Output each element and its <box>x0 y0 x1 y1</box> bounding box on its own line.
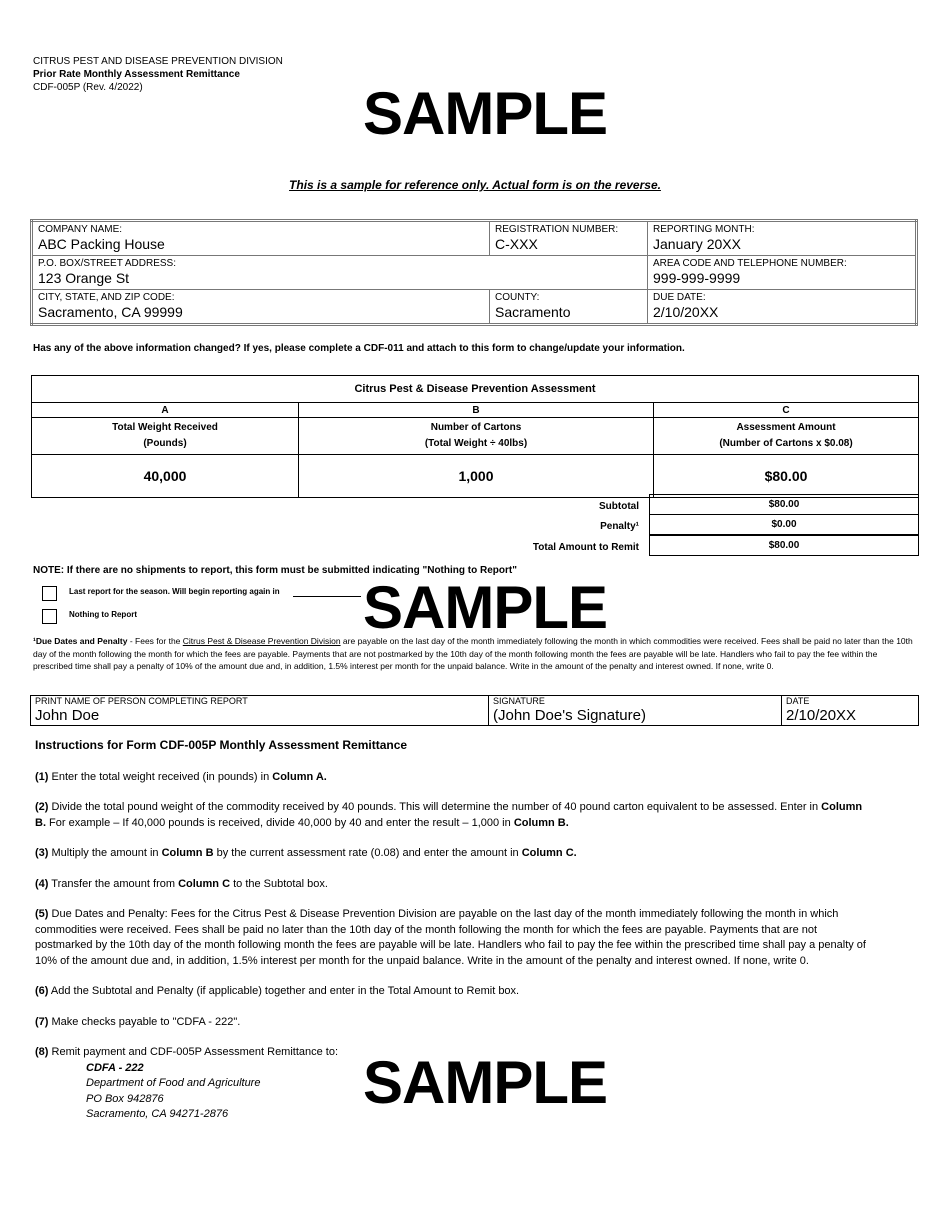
form-header <box>33 55 283 94</box>
instruction-step-8: (8) Remit payment and CDF-005P Assessment Remittance to: <box>35 1046 339 1058</box>
signature-table <box>30 695 919 726</box>
signature-field[interactable]: SIGNATURE (John Doe's Signature) <box>489 696 782 726</box>
instruction-step-4: (4) Transfer the amount from Column C to the Subtotal box. <box>35 877 328 890</box>
address-field[interactable]: P.O. BOX/STREET ADDRESS: 123 Orange St <box>32 256 648 290</box>
nothing-to-report-checkbox[interactable] <box>42 609 57 624</box>
instruction-step-2: (2) Divide the total pound weight of the commodity received by 40 pounds. This will determine the number of 40 pound carton equivalent to be assessed. Enter in Column B. For example – If 40,000 pounds is received, divide 40,000 by 40 and enter the result – 1,000 in Column B. <box>35 801 863 829</box>
penalty-box[interactable]: $0.00 <box>649 514 919 535</box>
instructions-title: Instructions for Form CDF-005P Monthly Assessment Remittance <box>35 738 408 752</box>
remit-address: CDFA - 222 Department of Food and Agriculture PO Box 942876 Sacramento, CA 94271-2876 <box>86 1061 261 1120</box>
column-b-value[interactable]: 1,000 <box>299 455 654 498</box>
last-report-label: Last report for the season. Will begin reporting again in <box>69 587 280 596</box>
column-a-header: Total Weight Received (Pounds) <box>32 418 299 455</box>
phone-field[interactable]: AREA CODE AND TELEPHONE NUMBER: 999-999-9999 <box>648 256 917 290</box>
instruction-step-7: (7) Make checks payable to "CDFA - 222". <box>35 1015 241 1028</box>
column-c-value[interactable]: $80.00 <box>654 455 919 498</box>
change-note: Has any of the above information changed? If yes, please complete a CDF-011 and attach to this form to change/update your information. <box>33 343 685 354</box>
column-a-letter: A <box>32 403 299 418</box>
column-c-header: Assessment Amount (Number of Cartons x $0.08) <box>654 418 919 455</box>
print-name-field[interactable]: PRINT NAME OF PERSON COMPLETING REPORT John Doe <box>31 696 489 726</box>
division-name: CITRUS PEST AND DISEASE PREVENTION DIVISION <box>33 56 283 67</box>
city-field[interactable]: CITY, STATE, AND ZIP CODE: Sacramento, CA 99999 <box>32 290 490 325</box>
instruction-step-3: (3) Multiply the amount in Column B by the current assessment rate (0.08) and enter the amount in Column C. <box>35 847 577 859</box>
subtotal-label: Subtotal <box>599 501 639 512</box>
assessment-table <box>31 375 919 498</box>
reference-note: This is a sample for reference only. Actual form is on the reverse. <box>289 178 661 192</box>
form-title: Prior Rate Monthly Assessment Remittance <box>33 69 240 80</box>
penalty-footnote: ¹Due Dates and Penalty - Fees for the Citrus Pest & Disease Prevention Division are payable on the last day of the month immediately following the month in which commodities were received. Fees shall be paid no later than the 10th day of the month following the month for which the fees are payable. Payments that are not postmarked by the 10th day of the month following month the fees are payable will be late. Handlers who fail to pay the fee within the prescribed time shall pay a penalty of 10% of the amount due and, in addition, 1.5% interest per month for the unpaid balance. Write in the amount of the penalty and interest owned. If none, write 0. <box>33 636 913 671</box>
nothing-to-report-note: NOTE: If there are no shipments to report, this form must be submitted indicating "Nothing to Report" <box>33 565 517 576</box>
subtotal-box[interactable]: $80.00 <box>649 494 919 515</box>
due-date-field[interactable]: DUE DATE: 2/10/20XX <box>648 290 917 325</box>
registration-number-field[interactable]: REGISTRATION NUMBER: C-XXX <box>490 221 648 256</box>
instruction-step-6: (6) Add the Subtotal and Penalty (if applicable) together and enter in the Total Amount to Remit box. <box>35 985 520 997</box>
nothing-to-report-label: Nothing to Report <box>69 610 137 619</box>
instruction-step-1: (1) Enter the total weight received (in pounds) in Column A. <box>35 770 327 783</box>
sample-watermark-middle: SAMPLE <box>363 574 608 641</box>
resume-month-line[interactable] <box>293 596 361 597</box>
reporting-month-field[interactable]: REPORTING MONTH: January 20XX <box>648 221 917 256</box>
assessment-title: Citrus Pest & Disease Prevention Assessment <box>32 376 919 403</box>
sample-watermark-top: SAMPLE <box>363 80 608 147</box>
county-field[interactable]: COUNTY: Sacramento <box>490 290 648 325</box>
total-box[interactable]: $80.00 <box>649 535 919 556</box>
total-label: Total Amount to Remit <box>532 542 639 553</box>
company-name-field[interactable]: COMPANY NAME: ABC Packing House <box>32 221 490 256</box>
column-b-header: Number of Cartons (Total Weight ÷ 40lbs) <box>299 418 654 455</box>
column-c-letter: C <box>654 403 919 418</box>
column-a-value[interactable]: 40,000 <box>32 455 299 498</box>
penalty-label: Penalty¹ <box>600 521 639 532</box>
column-b-letter: B <box>299 403 654 418</box>
sample-watermark-bottom: SAMPLE <box>363 1049 608 1116</box>
instruction-step-5: (5) Due Dates and Penalty: Fees for the Citrus Pest & Disease Prevention Division are payable on the last day of the month immediately following the month in which commodities were received. Fees shall be paid no later than the 10th day of the month following the month for which the fees are payable. Payments that are not postmarked by the 10th day of the month following month the fees are payable will be late. Handlers who fail to pay the fee within the prescribed time shall pay a penalty of 10% of the amount due and, in addition, 1.5% interest per month for the unpaid balance. Write in the amount of the penalty and interest owned. If none, write 0. <box>35 908 866 967</box>
date-field[interactable]: DATE 2/10/20XX <box>782 696 919 726</box>
last-report-checkbox[interactable] <box>42 586 57 601</box>
company-info-table <box>30 219 918 326</box>
form-number: CDF-005P (Rev. 4/2022) <box>33 82 143 93</box>
